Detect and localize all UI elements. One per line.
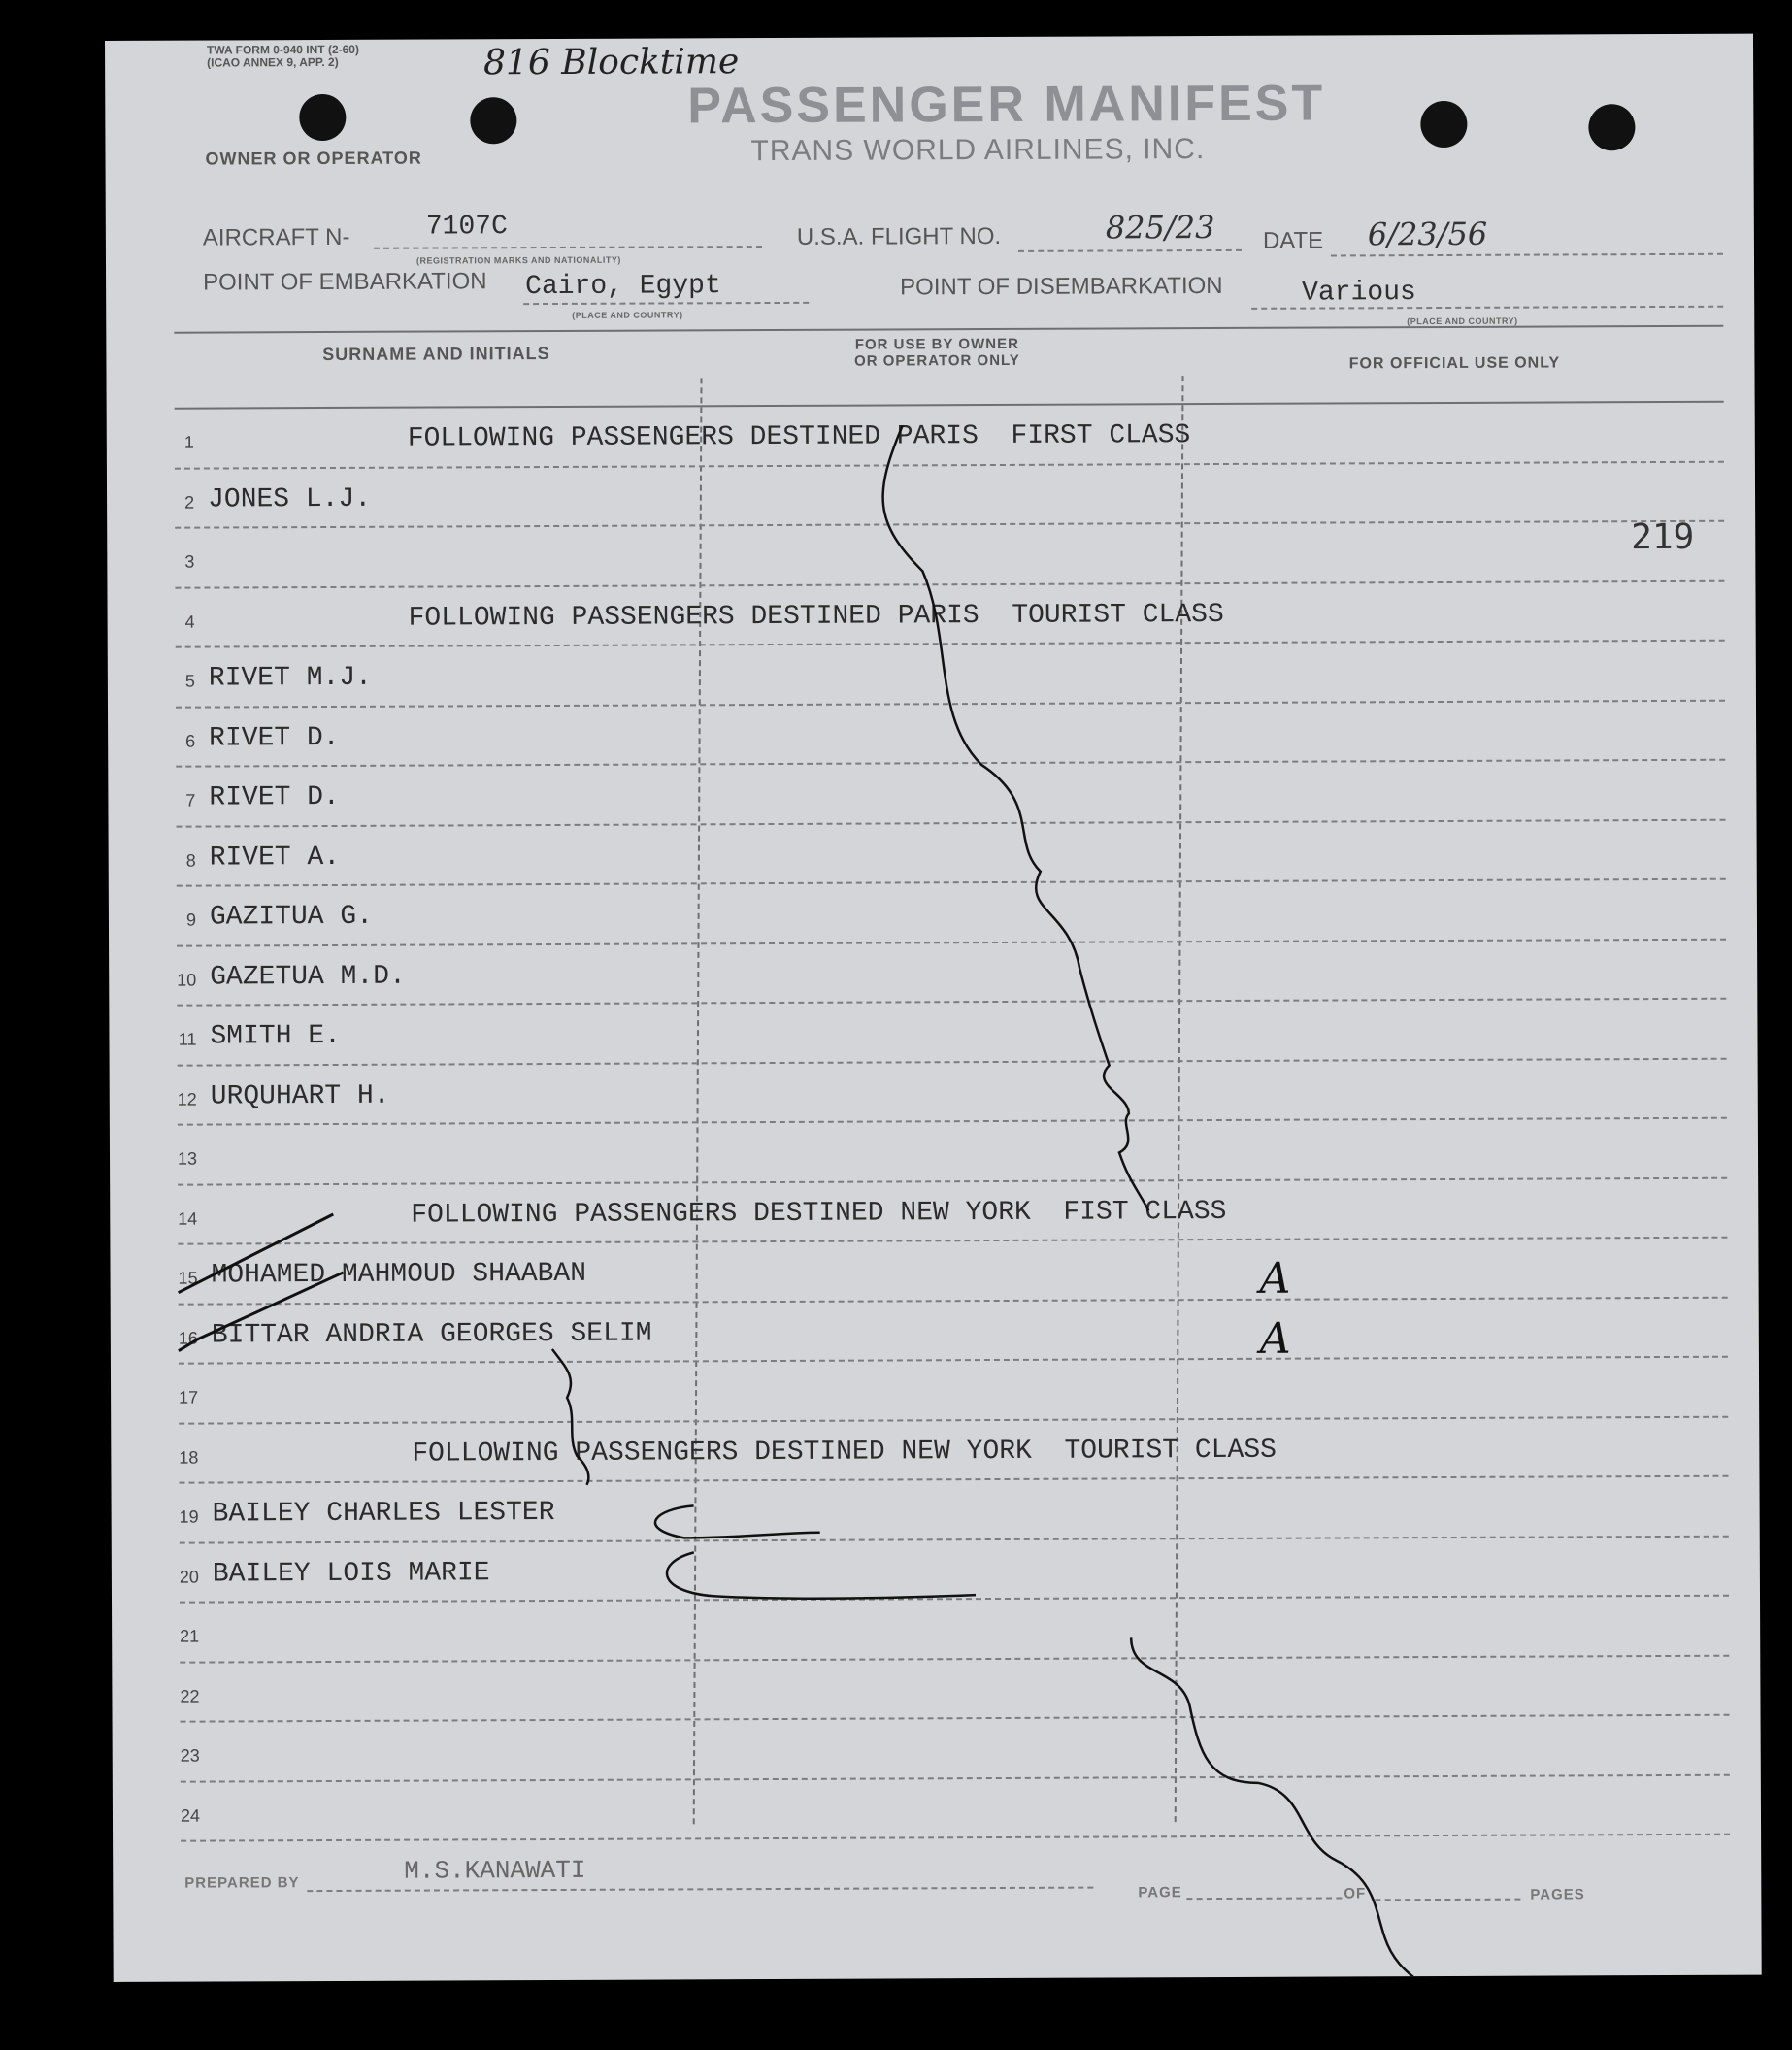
row-number: 20 (179, 1567, 199, 1587)
row-rule (177, 938, 1726, 946)
aircraft-underline (374, 246, 762, 249)
row-number: 13 (177, 1148, 198, 1169)
disembark-label: POINT OF DISEMBARKATION (900, 272, 1223, 301)
prepared-by-underline (307, 1887, 1093, 1893)
passenger-entry: FOLLOWING PASSENGERS DESTINED NEW YORK FIST CLASS (411, 1196, 1227, 1231)
row-rule (180, 1595, 1729, 1604)
row-number: 21 (180, 1626, 200, 1646)
column-divider-2 (1175, 376, 1184, 1822)
row-rule (181, 1834, 1730, 1842)
passenger-entry: BITTAR ANDRIA GEORGES SELIM (211, 1318, 652, 1351)
official-mark: A (1259, 1313, 1291, 1364)
punch-hole (1588, 104, 1635, 150)
punch-hole (1420, 101, 1467, 148)
pen-bracket-20 (667, 1551, 976, 1599)
column-surname: SURNAME AND INITIALS (322, 344, 550, 365)
header-bottom-rule (175, 401, 1724, 410)
passenger-entry: BAILEY LOIS MARIE (212, 1557, 490, 1590)
row-rule (176, 699, 1725, 708)
date-underline (1331, 253, 1723, 257)
column-divider-1 (693, 378, 703, 1824)
handwritten-note: 816 Blocktime (483, 42, 740, 83)
of-underline (1375, 1899, 1520, 1901)
row-rule (177, 998, 1726, 1007)
embark-underline (523, 302, 809, 305)
disembark-note: (PLACE AND COUNTRY) (1407, 315, 1518, 327)
passenger-entry: GAZITUA G. (209, 901, 374, 933)
punch-hole (299, 94, 346, 141)
passenger-entry: FOLLOWING PASSENGERS DESTINED PARIS TOURIST CLASS (408, 599, 1224, 634)
row-rule (176, 759, 1725, 768)
airline-name: TRANS WORLD AIRLINES, INC. (750, 133, 1206, 168)
flight-label: U.S.A. FLIGHT NO. (796, 222, 1002, 250)
prepared-by-label: PREPARED BY (184, 1874, 300, 1892)
official-number: 219 (1631, 516, 1695, 558)
owner-label: OWNER OR OPERATOR (205, 148, 422, 169)
column-owner-use (702, 335, 1172, 370)
row-rule (180, 1535, 1729, 1543)
column-owner-use-line-2: OR OPERATOR ONLY (854, 351, 1020, 370)
row-number: 19 (179, 1506, 199, 1527)
row-number: 16 (178, 1328, 198, 1348)
row-rule (179, 1356, 1728, 1365)
row-rule (175, 579, 1724, 588)
aircraft-value: 7107C (425, 212, 508, 243)
row-rule (179, 1415, 1728, 1424)
row-rule (178, 1057, 1727, 1066)
embark-note: (PLACE AND COUNTRY) (572, 310, 683, 320)
row-rule (181, 1714, 1730, 1723)
row-rule (177, 878, 1726, 887)
passenger-entry: JONES L.J. (207, 483, 372, 515)
row-number: 9 (185, 909, 196, 930)
form-code-line-1: TWA FORM 0-940 INT (2-60) (207, 42, 359, 57)
passenger-entry: RIVET D. (209, 781, 340, 813)
prepared-by-value: M.S.KANAWATI (404, 1855, 586, 1886)
row-rule (175, 460, 1724, 469)
passenger-entry: BAILEY CHARLES LESTER (212, 1497, 555, 1530)
row-number: 18 (179, 1447, 199, 1468)
row-number: 11 (178, 1029, 197, 1049)
aircraft-note: (REGISTRATION MARKS AND NATIONALITY) (415, 254, 621, 266)
column-owner-use-line-1: FOR USE BY OWNER (854, 335, 1019, 353)
pen-bracket-19 (655, 1505, 820, 1538)
form-code-line-2: (ICAO ANNEX 9, APP. 2) (207, 54, 339, 70)
row-number: 23 (180, 1745, 200, 1766)
date-label: DATE (1262, 227, 1324, 254)
passenger-entry: GAZETUA M.D. (210, 961, 406, 993)
row-number: 6 (185, 731, 196, 751)
passenger-entry: URQUHART H. (210, 1080, 390, 1112)
row-number: 4 (184, 612, 195, 632)
row-number: 14 (178, 1208, 198, 1229)
pen-squiggle-upper (882, 424, 1148, 1211)
row-number: 7 (185, 790, 196, 810)
document-title: PASSENGER MANIFEST (687, 75, 1326, 135)
row-rule (175, 520, 1724, 529)
punch-hole (470, 97, 516, 144)
row-rule (181, 1773, 1730, 1782)
row-rule (178, 1117, 1727, 1126)
pages-label: PAGES (1530, 1886, 1585, 1903)
embark-label: POINT OF EMBARKATION (203, 268, 487, 296)
row-number: 15 (178, 1268, 198, 1288)
of-label: OF (1344, 1885, 1367, 1902)
row-rule (176, 640, 1725, 648)
row-rule (177, 818, 1726, 827)
date-value: 6/23/56 (1367, 215, 1488, 253)
passenger-entry: MOHAMED MAHMOUD SHAABAN (211, 1258, 587, 1291)
passenger-entry: RIVET A. (209, 842, 341, 874)
row-number: 12 (177, 1089, 197, 1109)
form-code (207, 44, 359, 70)
passenger-entry: FOLLOWING PASSENGERS DESTINED PARIS FIRST CLASS (407, 420, 1191, 454)
row-number: 17 (179, 1387, 199, 1407)
row-rule (178, 1237, 1727, 1245)
row-rule (178, 1176, 1727, 1185)
row-number: 1 (183, 432, 194, 452)
row-number: 2 (184, 492, 195, 512)
manifest-sheet (105, 34, 1762, 1982)
passenger-entry: RIVET M.J. (208, 662, 372, 694)
official-mark: A (1259, 1253, 1291, 1304)
column-official-use: FOR OFFICIAL USE ONLY (1348, 354, 1561, 373)
flight-underline (1018, 249, 1242, 252)
row-rule (179, 1296, 1728, 1305)
passenger-entry: RIVET D. (209, 722, 340, 754)
row-number: 3 (184, 551, 195, 572)
row-rule (180, 1654, 1729, 1663)
page-label: PAGE (1138, 1884, 1182, 1901)
header-top-rule (174, 325, 1723, 334)
row-rule (179, 1475, 1728, 1484)
disembark-value: Various (1302, 278, 1416, 309)
passenger-entry: FOLLOWING PASSENGERS DESTINED NEW YORK TOURIST CLASS (412, 1435, 1277, 1470)
embark-value: Cairo, Egypt (525, 271, 721, 303)
flight-value: 825/23 (1105, 209, 1215, 247)
row-number: 10 (177, 970, 197, 990)
page-underline (1186, 1897, 1342, 1900)
row-number: 8 (185, 850, 196, 871)
aircraft-label: AIRCRAFT N- (202, 223, 350, 251)
row-number: 5 (184, 671, 195, 691)
row-number: 24 (180, 1805, 201, 1826)
row-number: 22 (180, 1686, 200, 1706)
passenger-entry: SMITH E. (210, 1020, 341, 1052)
